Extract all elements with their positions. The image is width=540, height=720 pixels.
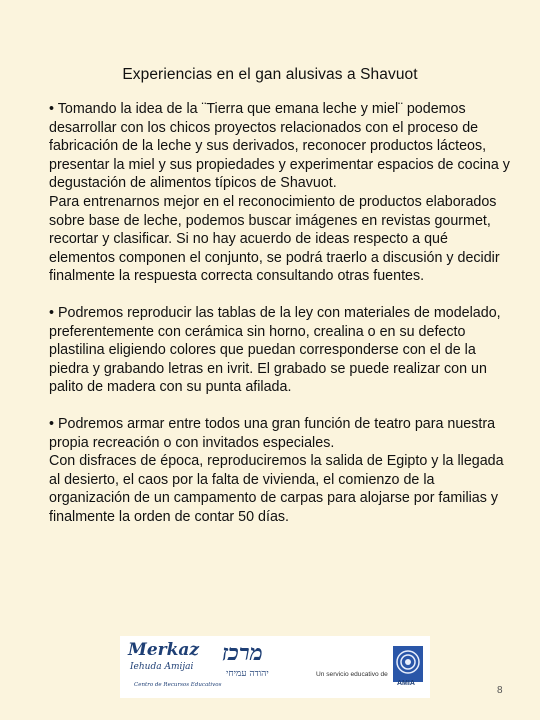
footer-tagline: Un servicio educativo de [316,671,388,678]
markaz-logo [128,640,222,696]
paragraph-theater: • Podremos armar entre todos una gran función de teatro para nuestra propia recreación o con invitados especiales. [49,415,496,451]
paragraph-gap [49,286,511,304]
amia-logo-text: AMIA [397,680,415,687]
paragraph-milk-honey: • Tomando la idea de la ¨Tierra que emana leche y miel¨ podemos desarrollar con los chicos proyectos relacionados con el proceso de fabricación de la leche y sus derivados, reconocer productos lácteos, presentar la miel y sus propiedades y experimentar espacios de cocina y degustación de alimentos típicos de Shavuot. [49,101,510,192]
markaz-logo-subtitle: Iehuda Amijai [130,662,194,672]
paragraph-dairy-products: Para entrenarnos mejor en el reconocimiento de productos elaborados sobre base de leche, podemos buscar imágenes en revistas gourmet, recortar y clasificar. Si no hay acuerdo de ideas respecto a qué elementos componen el conjunto, se podrá traerlo a discusión y decidir finalmente la respuesta correcta consultando otras fuentes. [49,193,500,285]
hebrew-logo-word: מרכז [222,640,263,666]
markaz-logo-word: Merkaz [128,640,200,660]
markaz-logo-caption: Centro de Recursos Educativos [134,682,222,688]
hebrew-logo [216,640,308,686]
paragraph-gap [49,397,511,415]
hebrew-logo-subtitle: יהודה עמיחי [226,669,269,679]
page-title: Experiencias en el gan alusivas a Shavuot [122,66,418,83]
paragraph-tablets: • Podremos reproducir las tablas de la ley con materiales de modelado, preferentemente con cerámica sin horno, crealina o en su defecto plastilina eligiendo colores que puedan corresponderse con el de la piedra y grabando letras en ivrit. El grabado se puede realizar con un palito de madera con su punta afilada. [49,304,501,396]
page-number: 8 [497,685,503,696]
paragraph-costumes: Con disfraces de época, reproduciremos la salida de Egipto y la llegada al desierto, el caos por la falta de vivienda, el comienzo de la organización de un campamento de carpas para alojarse por familias y finalmente la orden de contar 50 días. [49,453,504,525]
document-body [49,100,511,526]
